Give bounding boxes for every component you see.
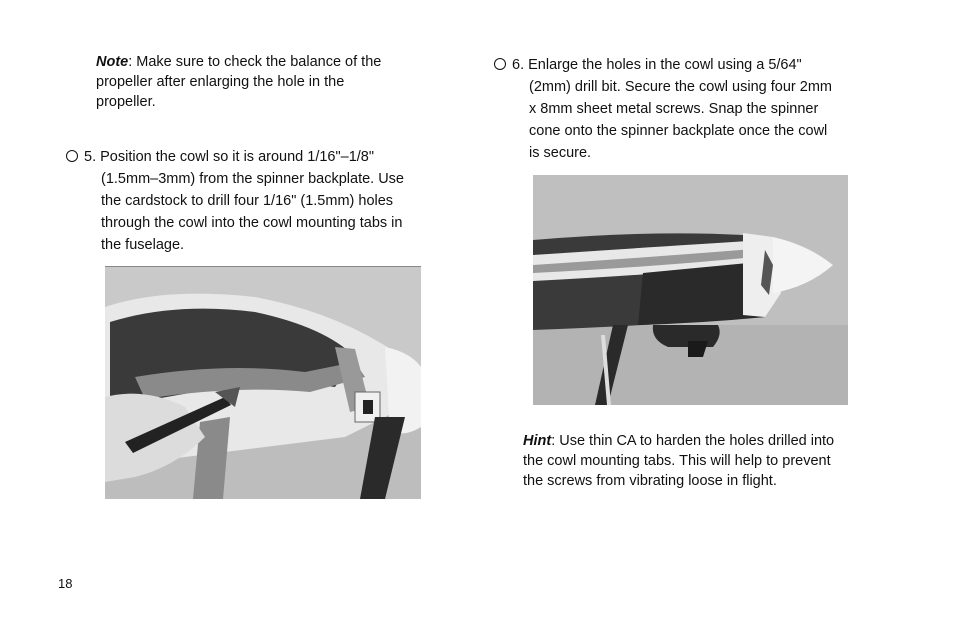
page-number: 18: [58, 576, 73, 591]
hint-text: : Use thin CA to harden the holes drilled into the cowl mounting tabs. This will help to prevent the screws from vibrating loose in flight.: [523, 433, 835, 489]
step-6-number: 6.: [512, 57, 525, 73]
hint-paragraph: [523, 431, 853, 491]
step-5-number: 5.: [84, 149, 97, 165]
step-6-checkbox[interactable]: [494, 58, 506, 70]
note-label: Note: [96, 54, 129, 70]
note-text: : Make sure to check the balance of the propeller after enlarging the hole in the propeller.: [96, 54, 382, 110]
step-5-text-first: Position the cowl so it is around 1/16"–1/8": [100, 149, 374, 165]
photo-cowl-secured: [533, 175, 848, 405]
step-6-text-rest: (2mm) drill bit. Secure the cowl using four 2mm x 8mm sheet metal screws. Snap the spinner cone onto the spinner backplate once the cowl is secure.: [529, 79, 832, 161]
note-paragraph: [96, 52, 396, 112]
step-5: [66, 146, 422, 256]
photo-drilling-cowl: [105, 266, 421, 499]
step-6-text-first: Enlarge the holes in the cowl using a 5/64": [528, 57, 802, 73]
step-5-text-rest: (1.5mm–3mm) from the spinner backplate. Use the cardstock to drill four 1/16" (1.5mm) holes through the cowl into the cowl mounting tabs in the fuselage.: [101, 171, 404, 253]
hint-label: Hint: [523, 433, 552, 449]
step-6: [494, 54, 839, 164]
step-5-checkbox[interactable]: [66, 150, 78, 162]
photo-cowl-secured-image: [533, 175, 848, 405]
photo-drilling-cowl-image: [105, 267, 421, 499]
